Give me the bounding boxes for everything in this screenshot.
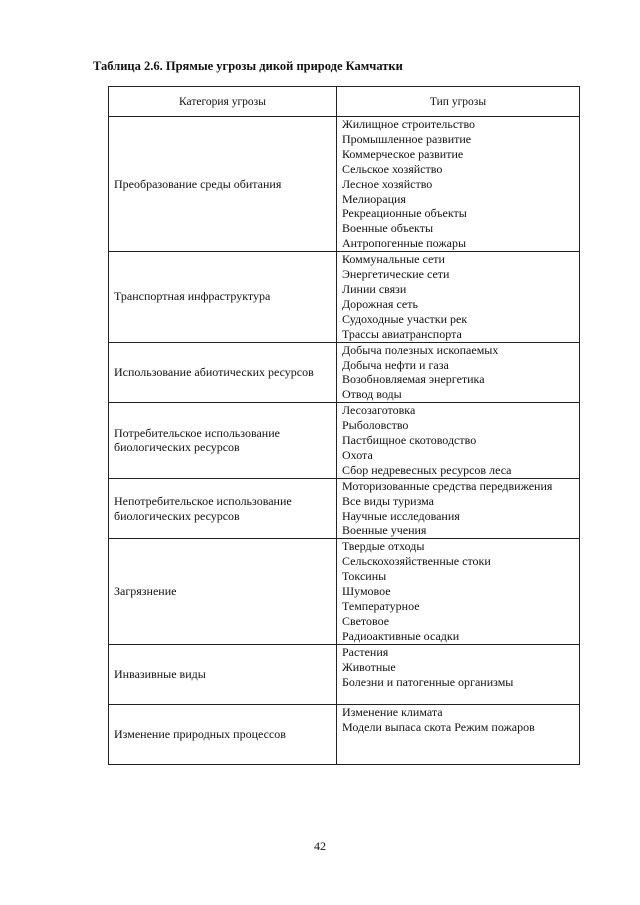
threat-type-item: Моторизованные средства передвижения (342, 478, 553, 493)
threat-category-cell: Изменение природных процессов (109, 704, 337, 764)
threat-type-item: Отвод воды (342, 387, 402, 402)
threat-type-cell (337, 644, 580, 704)
threat-type-item: Радиоактивные осадки (342, 628, 460, 643)
threat-type-item: Военные объекты (342, 221, 434, 236)
table-row (109, 704, 580, 764)
column-header-category: Категория угрозы (109, 87, 337, 117)
threat-category-cell: Потребительское использование биологических ресурсов (109, 403, 337, 479)
threat-type-item: Болезни и патогенные организмы (342, 674, 514, 689)
threat-type-item: Линии связи (342, 281, 407, 296)
table-row (109, 252, 580, 342)
threat-type-cell (337, 252, 580, 342)
threat-type-item: Пастбищное скотоводство (342, 433, 477, 448)
threat-type-cell (337, 478, 580, 539)
threat-type-item: Животные (342, 659, 396, 674)
threat-category-cell: Использование абиотических ресурсов (109, 342, 337, 403)
threat-category-cell: Непотребительское использование биологических ресурсов (109, 478, 337, 539)
threat-type-item: Трассы авиатранспорта (342, 326, 462, 341)
table-row (109, 644, 580, 704)
threat-type-item: Военные учения (342, 523, 427, 538)
threat-type-item: Температурное (342, 599, 420, 613)
threat-type-item: Рекреационные объекты (342, 206, 467, 221)
table-row (109, 117, 580, 252)
threat-type-item: Световое (342, 613, 390, 628)
threat-type-item: Добыча нефти и газа (342, 357, 449, 372)
threat-type-item: Жилищное строительство (342, 117, 476, 131)
threat-type-item: Лесное хозяйство (342, 176, 433, 191)
table-row (109, 539, 580, 644)
table-caption: Таблица 2.6. Прямые угрозы дикой природе Камчатки (93, 59, 403, 73)
threat-type-item: Коммерческое развитие (342, 146, 464, 161)
table-row (109, 478, 580, 539)
threat-type-item: Сельское хозяйство (342, 161, 443, 176)
threat-type-cell (337, 342, 580, 403)
threat-type-item: Коммунальные сети (342, 252, 445, 267)
threat-type-item: Модели выпаса скота Режим пожаров (342, 719, 535, 734)
threat-type-item: Охота (342, 447, 373, 462)
page-number: 42 (314, 839, 326, 853)
threat-type-item: Токсины (342, 569, 387, 584)
threat-type-item: Рыболовство (342, 418, 409, 433)
table-row (109, 403, 580, 479)
threat-type-item: Изменение климата (342, 704, 443, 719)
threat-type-item: Лесозаготовка (342, 403, 416, 418)
threat-type-cell (337, 403, 580, 479)
threats-table (108, 86, 580, 765)
threat-type-item: Шумовое (342, 584, 391, 599)
threat-type-item: Судоходные участки рек (342, 311, 468, 326)
threat-type-cell (337, 117, 580, 252)
threat-category-cell: Загрязнение (109, 539, 337, 644)
threat-type-item: Энергетические сети (342, 267, 450, 282)
threat-category-cell: Транспортная инфраструктура (109, 252, 337, 342)
table-body (109, 117, 580, 765)
threat-type-item: Растения (342, 644, 389, 659)
threat-type-item: Твердые отходы (342, 539, 425, 554)
threat-type-cell (337, 704, 580, 764)
threat-type-item: Дорожная сеть (342, 296, 418, 311)
threat-type-item: Добыча полезных ископаемых (342, 342, 499, 357)
threat-category-cell: Инвазивные виды (109, 644, 337, 704)
threat-type-item: Сбор недревесных ресурсов леса (342, 462, 512, 477)
threat-type-item: Все виды туризма (342, 493, 434, 508)
threat-category-cell: Преобразование среды обитания (109, 117, 337, 252)
threat-type-item: Промышленное развитие (342, 131, 472, 146)
threat-type-item: Антропогенные пожары (342, 236, 467, 251)
threat-type-item: Мелиорация (342, 191, 406, 206)
table-row (109, 342, 580, 403)
threat-type-item: Научные исследования (342, 508, 460, 523)
threat-type-item: Возобновляемая энергетика (342, 372, 485, 387)
threat-type-cell (337, 539, 580, 644)
threat-type-item: Сельскохозяйственные стоки (342, 554, 491, 569)
column-header-type: Тип угрозы (337, 87, 580, 117)
table-header-row (109, 87, 580, 117)
